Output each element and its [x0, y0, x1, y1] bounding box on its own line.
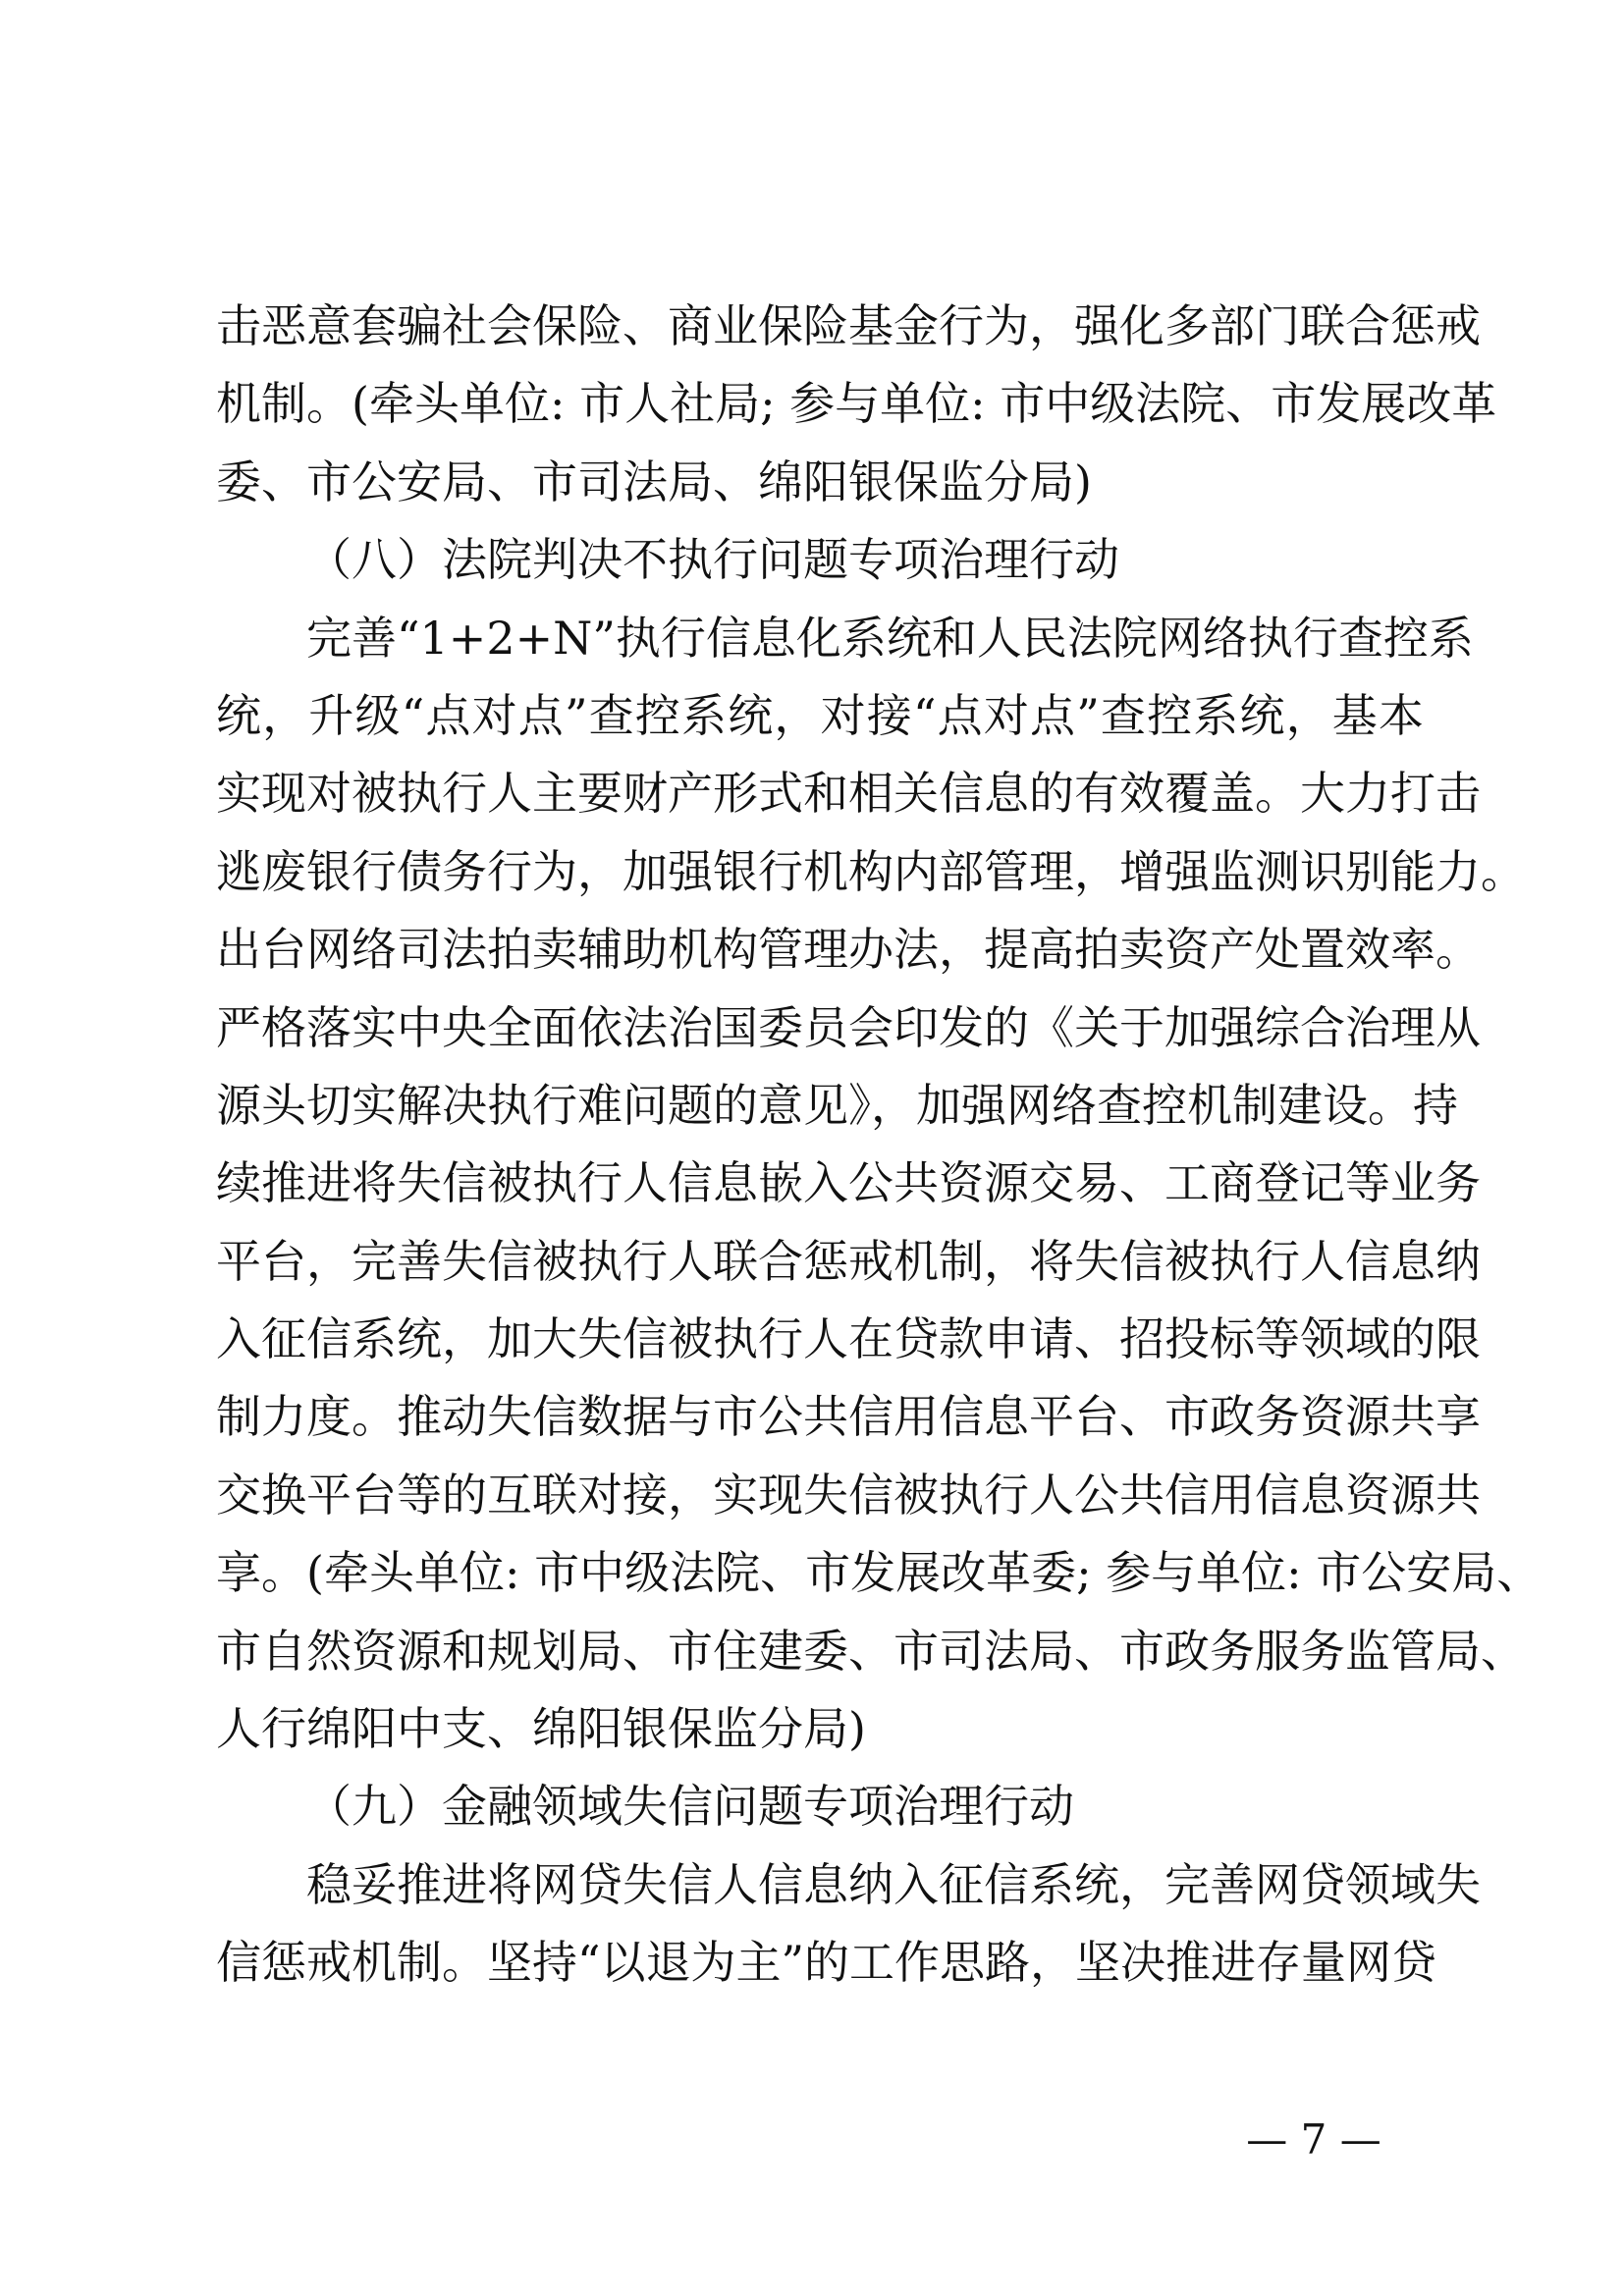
text-line: 享。(牵头单位: 市中级法院、市发展改革委; 参与单位: 市公安局、 [216, 1546, 1543, 1600]
text-line: 续推进将失信被执行人信息嵌入公共资源交易、工商登记等业务 [216, 1156, 1481, 1210]
text-line: 实现对被执行人主要财产形式和相关信息的有效覆盖。大力打击 [216, 767, 1481, 821]
text-line: 统，升级“点对点”查控系统，对接“点对点”查控系统，基本 [216, 688, 1424, 742]
text-line: 严格落实中央全面依法治国委员会印发的《关于加强综合治理从 [216, 1000, 1481, 1054]
section-heading-9: （九）金融领域失信问题专项治理行动 [306, 1780, 1074, 1834]
page-number: — 7 — [1246, 2115, 1381, 2163]
section-heading-8: （八）法院判决不执行问题专项治理行动 [306, 533, 1119, 587]
text-line: 委、市公安局、市司法局、绵阳银保监分局) [216, 454, 1092, 508]
text-line: 击恶意套骗社会保险、商业保险基金行为，强化多部门联合惩戒 [216, 299, 1481, 352]
paragraph-first-line: 稳妥推进将网贷失信人信息纳入征信系统，完善网贷领域失 [306, 1857, 1481, 1911]
text-line: 市自然资源和规划局、市住建委、市司法局、市政务服务监管局、 [216, 1624, 1526, 1678]
text-line: 源头切实解决执行难问题的意见》，加强网络查控机制建设。持 [216, 1078, 1458, 1132]
text-line: 入征信系统，加大失信被执行人在贷款申请、招投标等领域的限 [216, 1312, 1481, 1366]
text-line: 逃废银行债务行为，加强银行机构内部管理，增强监测识别能力。 [216, 844, 1526, 898]
text-line: 交换平台等的互联对接，实现失信被执行人公共信用信息资源共 [216, 1468, 1481, 1522]
text-line: 平台，完善失信被执行人联合惩戒机制，将失信被执行人信息纳 [216, 1234, 1481, 1288]
text-line: 出台网络司法拍卖辅助机构管理办法，提高拍卖资产处置效率。 [216, 923, 1481, 977]
text-line: 机制。(牵头单位: 市人社局; 参与单位: 市中级法院、市发展改革 [216, 377, 1497, 431]
paragraph-first-line: 完善“1+2+N”执行信息化系统和人民法院网络执行查控系 [306, 611, 1474, 665]
text-line: 信惩戒机制。坚持“以退为主”的工作思路，坚决推进存量网贷 [216, 1936, 1437, 1990]
text-line: 人行绵阳中支、绵阳银保监分局) [216, 1702, 866, 1756]
text-line: 制力度。推动失信数据与市公共信用信息平台、市政务资源共享 [216, 1390, 1481, 1444]
body-text [216, 288, 1543, 2002]
